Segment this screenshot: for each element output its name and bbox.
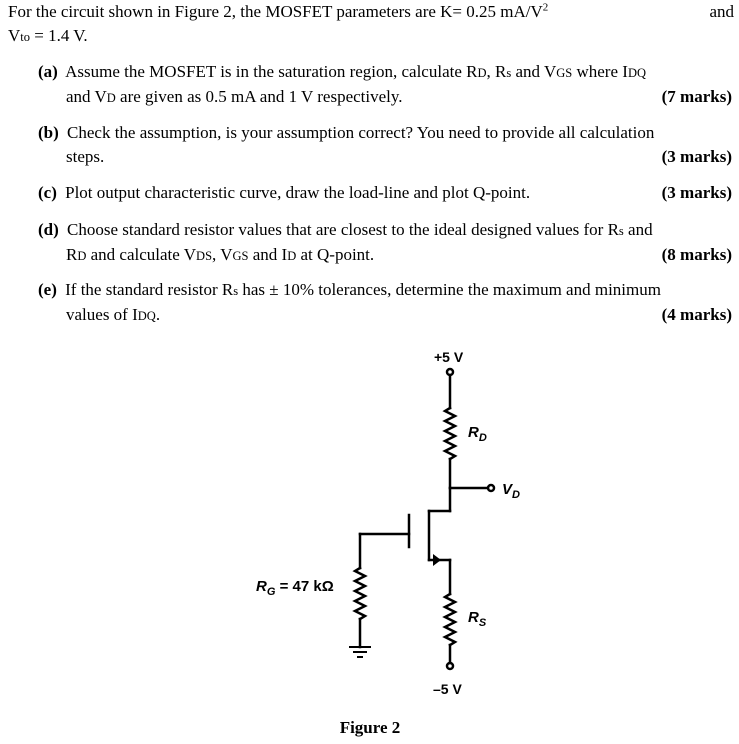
- rd-label: $R_D$: [468, 424, 487, 444]
- marks-a: (7 marks): [661, 87, 732, 106]
- vd-label: $V_D$: [502, 481, 520, 501]
- ground-icon: [349, 647, 371, 657]
- rg-resistor: [355, 568, 365, 619]
- rg-label: $R_G = 47$ kΩ: [256, 578, 334, 598]
- marks-e: (4 marks): [661, 305, 732, 324]
- source-arrow-icon: [433, 554, 441, 566]
- question-d: (d) Choose standard resistor values that are closest to the ideal designed values for Rs and RD and calculate VDS, VGS and ID at Q-point. (8 marks): [38, 218, 732, 268]
- marks-b: (3 marks): [661, 147, 732, 166]
- question-e: (e) If the standard resistor Rs has ± 10% tolerances, determine the maximum and minimum values of IDQ. (4 marks): [38, 278, 732, 328]
- question-c: (c) Plot output characteristic curve, draw the load-line and plot Q-point. (3 marks): [38, 181, 732, 205]
- intro-line-2: Vto = 1.4 V.: [8, 26, 88, 45]
- question-b: (b) Check the assumption, is your assumption correct? You need to provide all calculation steps. (3 marks): [38, 121, 732, 169]
- vd-terminal: [488, 485, 494, 491]
- rs-resistor: [445, 594, 455, 645]
- vss-label: –5 V: [433, 681, 462, 697]
- rd-resistor: [445, 408, 455, 459]
- rs-label: $R_S$: [468, 609, 487, 629]
- marks-d: (8 marks): [661, 245, 732, 264]
- question-a: (a) Assume the MOSFET is in the saturation region, calculate RD, Rs and VGS where IDQ and VD are given as 0.5 mA and 1 V respectively. (7 marks): [38, 60, 732, 110]
- marks-c: (3 marks): [661, 183, 732, 202]
- intro-line-1: For the circuit shown in Figure 2, the MOSFET parameters are K= 0.25 $mA/V^2$: [8, 1, 549, 21]
- intro-line-1-end: and: [709, 2, 734, 21]
- figure-caption: Figure 2: [339, 718, 401, 737]
- vss-terminal: [447, 663, 453, 669]
- vdd-label: +5 V: [434, 349, 464, 365]
